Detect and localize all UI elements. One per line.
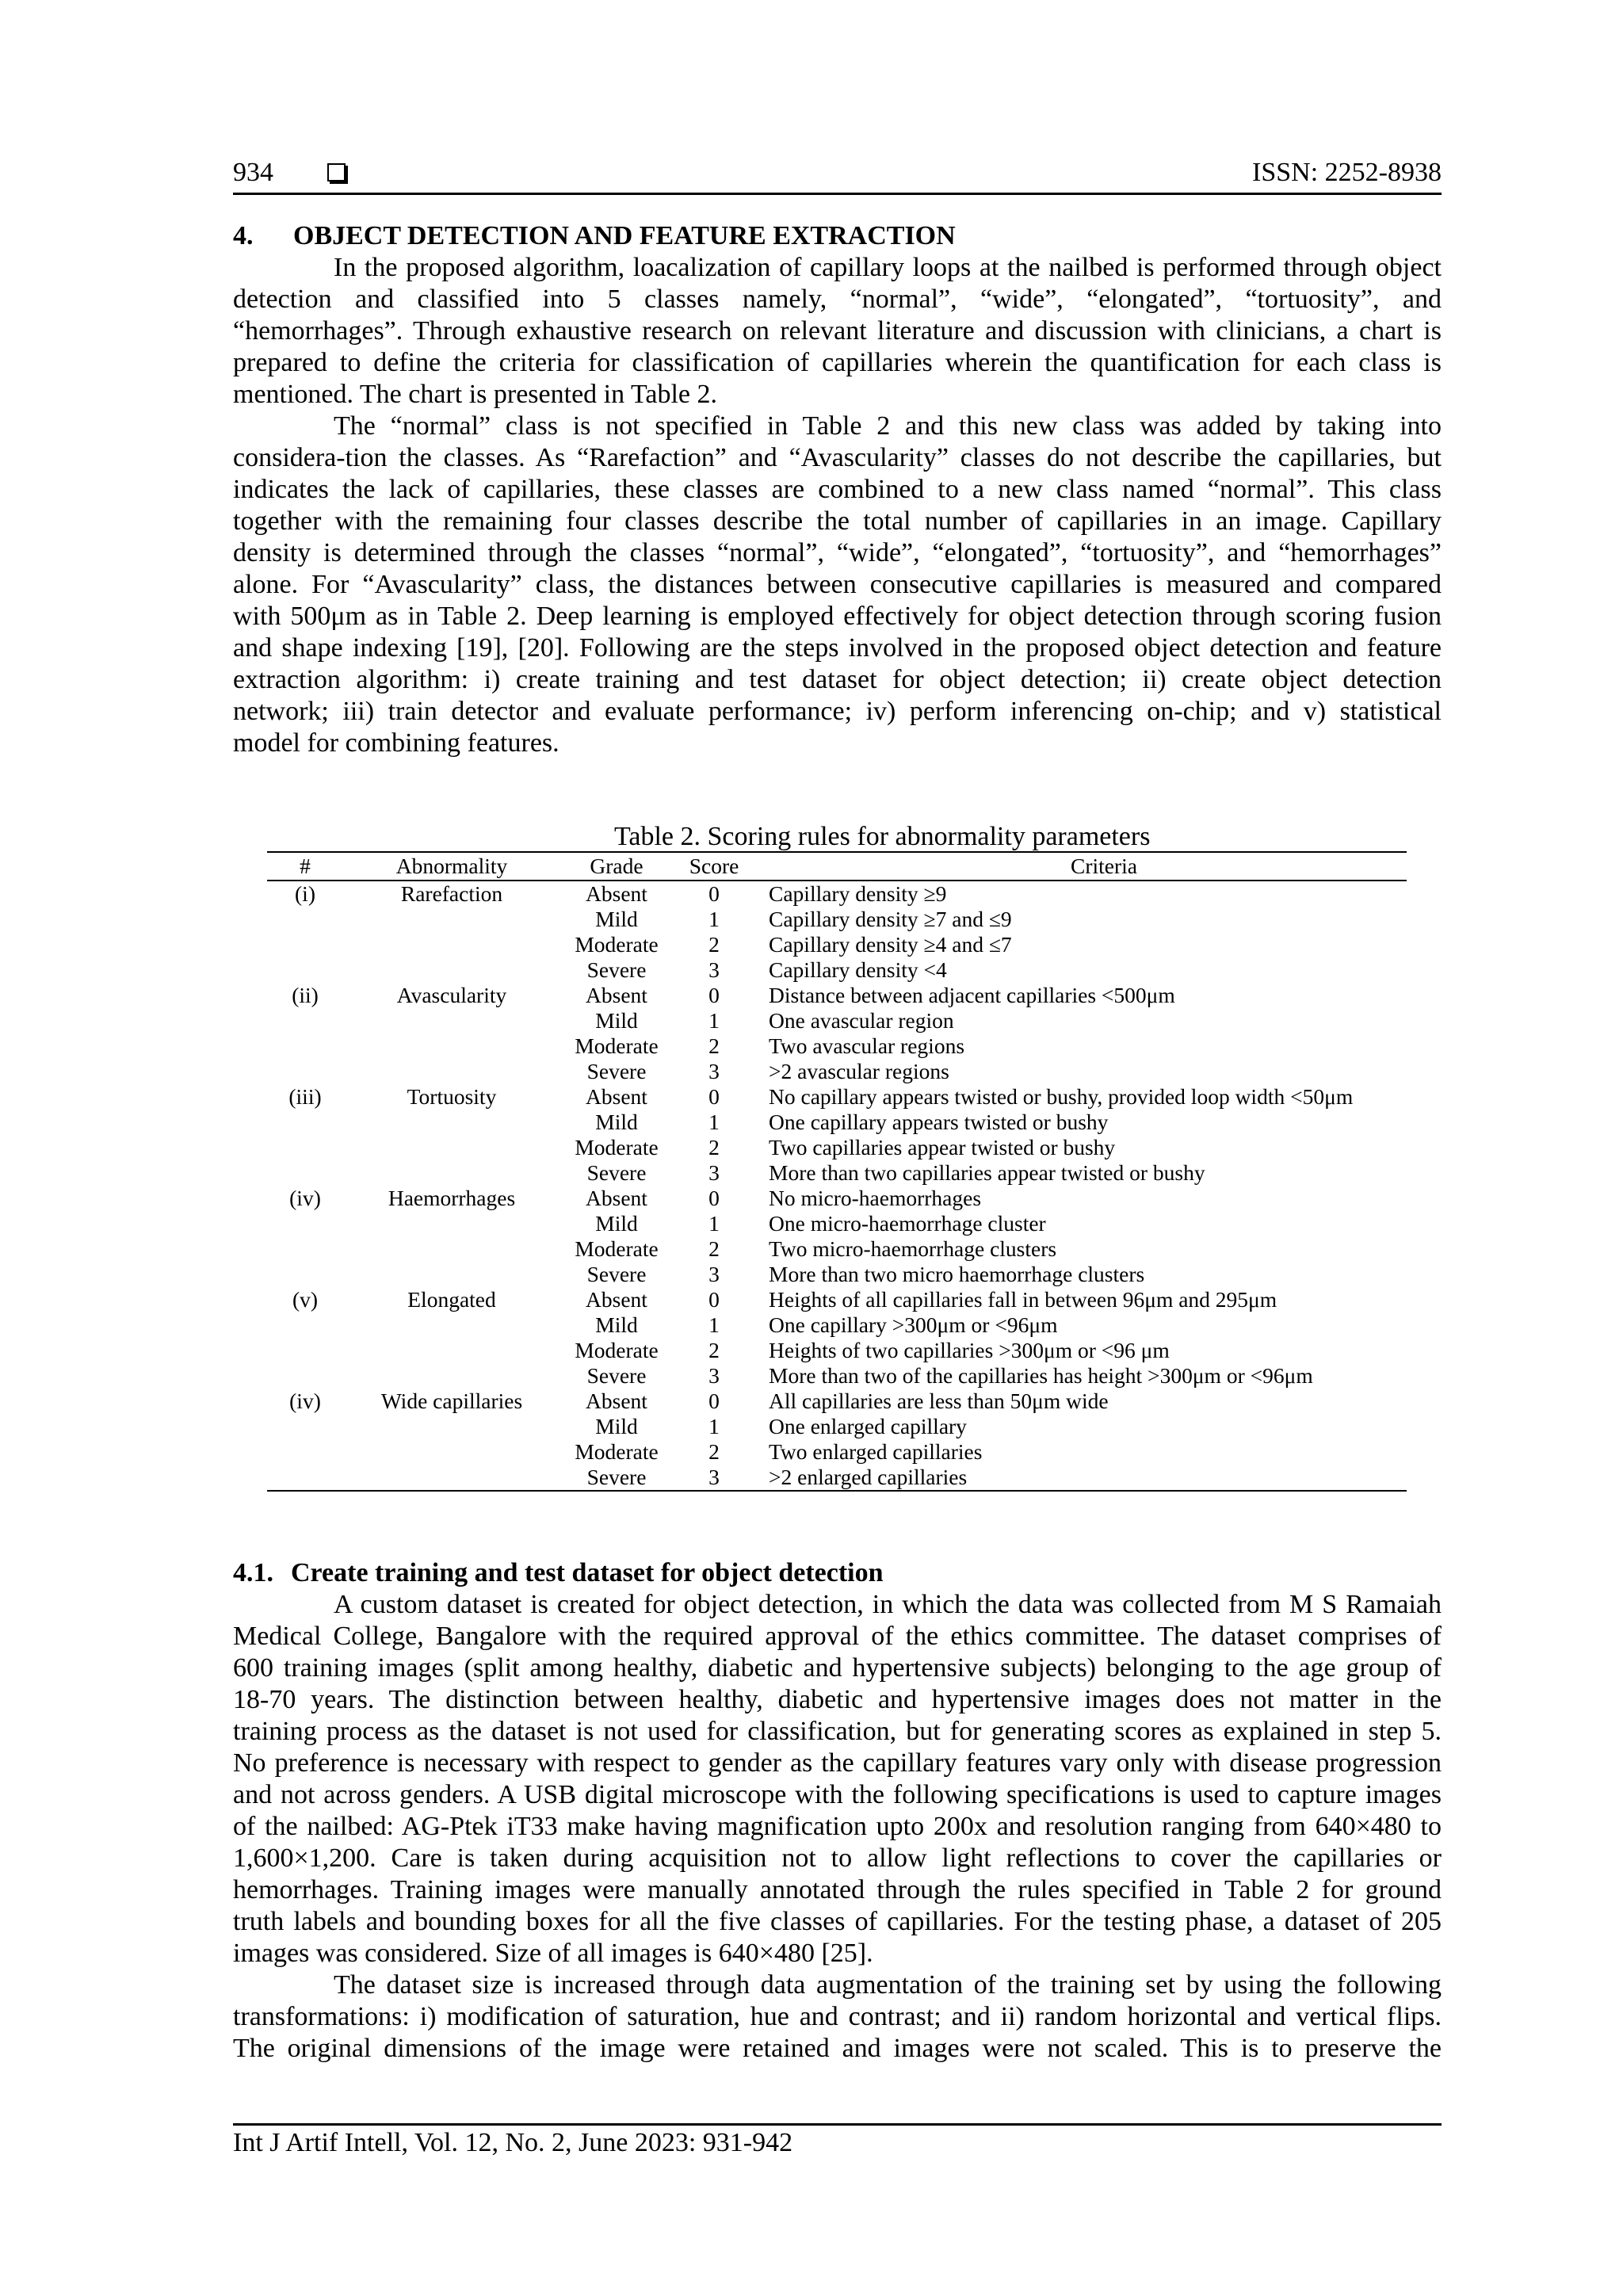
cell-score: 2: [708, 1033, 720, 1058]
cell-criteria: One capillary >300μm or <96μm: [769, 1312, 1058, 1337]
cell-grade: Severe: [586, 1363, 647, 1388]
table-row: [267, 1312, 1407, 1338]
header-rule: [233, 193, 1442, 195]
cell-criteria: More than two micro haemorrhage clusters: [769, 1262, 1145, 1286]
cell-id: [267, 1135, 343, 1160]
cell-grade: Mild: [595, 1211, 638, 1236]
column-header-grade: Grade: [590, 854, 643, 878]
cell-abnormality: [343, 1236, 560, 1262]
text-line: No preference is necessary with respect to gender as the capillary features vary only with disease progression: [233, 1748, 1442, 1778]
cell-criteria: Two capillaries appear twisted or bushy: [769, 1135, 1116, 1159]
text-line: 18-70 years. The distinction between healthy, diabetic and hypertensive images does not matter in the: [233, 1685, 1442, 1714]
column-header-score: Score: [689, 854, 739, 878]
cell-score: 3: [708, 1465, 720, 1489]
cell-criteria: Two enlarged capillaries: [769, 1439, 983, 1464]
cell-abnormality: [343, 1363, 560, 1389]
cell-grade: Moderate: [575, 1135, 659, 1159]
cell-criteria: One avascular region: [769, 1008, 954, 1033]
cell-abnormality: Wide capillaries: [380, 1389, 523, 1413]
cell-score: 3: [708, 1262, 720, 1286]
cell-criteria: One micro-haemorrhage cluster: [769, 1211, 1046, 1236]
cell-id: [267, 1211, 343, 1236]
cell-abnormality: [343, 1414, 560, 1439]
cell-criteria: >2 enlarged capillaries: [769, 1465, 968, 1489]
table-row: [267, 1186, 1407, 1211]
text-line: extraction algorithm: i) create training and test dataset for object detection; ii) create object detection: [233, 665, 1442, 694]
cell-score: 2: [708, 1439, 720, 1464]
cell-score: 0: [708, 881, 720, 906]
paragraph: [233, 1969, 1442, 2065]
cell-grade: Moderate: [575, 1033, 659, 1058]
cell-score: 0: [708, 1287, 720, 1312]
text-line: detection and classified into 5 classes namely, “normal”, “wide”, “elongated”, “tortuosity”, and: [233, 285, 1442, 314]
cell-score: 2: [708, 1236, 720, 1261]
table-row: [267, 1033, 1407, 1059]
cell-abnormality: [343, 1262, 560, 1287]
cell-abnormality: Haemorrhages: [388, 1186, 516, 1210]
cell-grade: Absent: [586, 1389, 647, 1413]
cell-score: 1: [708, 1008, 720, 1033]
cell-score: 0: [708, 1389, 720, 1413]
cell-score: 1: [708, 1414, 720, 1438]
cell-grade: Mild: [595, 1110, 638, 1134]
cell-abnormality: [343, 1465, 560, 1490]
section-heading: [233, 220, 1442, 252]
table-row: [267, 932, 1407, 957]
cell-id: (ii): [292, 983, 319, 1007]
footer-rule: [233, 2123, 1442, 2126]
cell-abnormality: Tortuosity: [407, 1084, 497, 1109]
section-title: OBJECT DETECTION AND FEATURE EXTRACTION: [293, 221, 956, 250]
section-number: 4.: [233, 221, 254, 250]
cell-criteria: Heights of all capillaries fall in between 96μm and 295μm: [769, 1287, 1277, 1312]
cell-grade: Severe: [586, 957, 647, 982]
cell-id: [267, 1059, 343, 1084]
cell-criteria: One enlarged capillary: [769, 1414, 967, 1438]
cell-grade: Mild: [595, 907, 638, 931]
text-line: of the nailbed: AG-Ptek iT33 make having magnification upto 200x and resolution ranging from 640×480 to: [233, 1812, 1442, 1841]
cell-grade: Moderate: [575, 1236, 659, 1261]
cell-grade: Severe: [586, 1465, 647, 1489]
table-row: [267, 1211, 1407, 1236]
cell-score: 3: [708, 1160, 720, 1185]
cell-grade: Mild: [595, 1008, 638, 1033]
cell-grade: Moderate: [575, 1338, 659, 1362]
text-line: Medical College, Bangalore with the required approval of the ethics committee. The dataset comprises of: [233, 1622, 1442, 1651]
text-line: and shape indexing [19], [20]. Following are the steps involved in the proposed object detection and feature: [233, 633, 1442, 663]
cell-abnormality: [343, 1160, 560, 1186]
cell-criteria: Capillary density <4: [769, 957, 947, 982]
cell-abnormality: Elongated: [407, 1287, 496, 1312]
cell-id: [267, 1363, 343, 1389]
cell-grade: Absent: [586, 1186, 647, 1210]
table-row: [267, 957, 1407, 983]
text-line: hemorrhages. Training images were manually annotated through the rules specified in Table 2 for ground: [233, 1875, 1442, 1904]
text-line: “hemorrhages”. Through exhaustive research on relevant literature and discussion with clinicians, a chart is: [233, 316, 1442, 346]
footer-citation: Int J Artif Intell, Vol. 12, No. 2, June 2023: 931-942: [233, 2128, 793, 2157]
text-line: The original dimensions of the image were retained and images were not scaled. This is to preserve the: [233, 2034, 1442, 2063]
text-line: training process as the dataset is not used for classification, but for generating scores as explained in step 5.: [233, 1717, 1442, 1746]
table-row: [267, 1338, 1407, 1363]
cell-score: 2: [708, 1135, 720, 1159]
text-line: indicates the lack of capillaries, these classes are combined to a new class named “normal”. This class: [233, 475, 1442, 504]
text-line: with 500μm as in Table 2. Deep learning is employed effectively for object detection through scoring fusion: [233, 602, 1442, 631]
cell-criteria: Heights of two capillaries >300μm or <96 μm: [769, 1338, 1170, 1362]
cell-score: 2: [708, 1338, 720, 1362]
text-line: alone. For “Avascularity” class, the distances between consecutive capillaries is measured and compared: [233, 570, 1442, 599]
cell-id: [267, 1312, 343, 1338]
running-header: [233, 157, 1442, 189]
cell-abnormality: [343, 1033, 560, 1059]
table-row: [267, 1110, 1407, 1135]
cell-score: 0: [708, 983, 720, 1007]
cell-grade: Severe: [586, 1059, 647, 1083]
cell-grade: Moderate: [575, 1439, 659, 1464]
cell-abnormality: [343, 1135, 560, 1160]
cell-score: 3: [708, 1363, 720, 1388]
text-line: together with the remaining four classes describe the total number of capillaries in an image. Capillary: [233, 506, 1442, 536]
cell-criteria: All capillaries are less than 50μm wide: [769, 1389, 1109, 1413]
table-row: [267, 1084, 1407, 1110]
cell-abnormality: [343, 1338, 560, 1363]
cell-score: 1: [708, 907, 720, 931]
cell-criteria: Two micro-haemorrhage clusters: [769, 1236, 1057, 1261]
text-line: A custom dataset is created for object detection, in which the data was collected from M S Ramaiah: [334, 1590, 1442, 1619]
text-line: network; iii) train detector and evaluate performance; iv) perform inferencing on-chip; and v) statistical: [233, 697, 1442, 726]
text-line: considera-tion the classes. As “Rarefaction” and “Avascularity” classes do not describe the capillaries, but: [233, 443, 1442, 472]
cell-grade: Absent: [586, 983, 647, 1007]
text-line: In the proposed algorithm, loacalization of capillary loops at the nailbed is performed through object: [334, 253, 1442, 282]
text-line: truth labels and bounding boxes for all the five classes of capillaries. For the testing phase, a dataset of 205: [233, 1907, 1442, 1936]
cell-criteria: Capillary density ≥9: [769, 881, 947, 906]
text-line: images was considered. Size of all images is 640×480 [25].: [233, 1939, 873, 1968]
cell-grade: Absent: [586, 881, 647, 906]
cell-score: 3: [708, 957, 720, 982]
cell-id: [267, 957, 343, 983]
cell-id: (iv): [289, 1186, 321, 1210]
cell-score: 3: [708, 1059, 720, 1083]
cell-criteria: Capillary density ≥7 and ≤9: [769, 907, 1012, 931]
cell-id: [267, 932, 343, 957]
cell-abnormality: [343, 1059, 560, 1084]
table-row: [267, 1389, 1407, 1414]
table-header-rule: [267, 880, 1407, 881]
subsection-number: 4.1.: [233, 1558, 273, 1587]
scoring-rules-table: [267, 853, 1407, 1490]
cell-abnormality: [343, 1008, 560, 1033]
paragraph: [233, 1589, 1442, 1969]
cell-abnormality: [343, 932, 560, 957]
table-row: [267, 1465, 1407, 1490]
cell-id: (i): [295, 881, 315, 906]
cell-score: 1: [708, 1211, 720, 1236]
text-line: The “normal” class is not specified in Table 2 and this new class was added by taking into: [334, 411, 1442, 441]
cell-abnormality: [343, 1110, 560, 1135]
table-row: [267, 1236, 1407, 1262]
text-line: 1,600×1,200. Care is taken during acquisition not to allow light reflections to cover the capillaries or: [233, 1843, 1442, 1873]
cell-grade: Absent: [586, 1084, 647, 1109]
column-header-abnormality: Abnormality: [395, 854, 508, 878]
cell-score: 0: [708, 1084, 720, 1109]
cell-id: [267, 1160, 343, 1186]
cell-id: [267, 1236, 343, 1262]
text-line: model for combining features.: [233, 728, 559, 758]
cell-grade: Moderate: [575, 932, 659, 957]
table-row: [267, 1287, 1407, 1312]
subsection-body: [233, 1589, 1442, 2065]
table-row: [267, 1008, 1407, 1033]
cell-id: (iv): [289, 1389, 321, 1413]
cell-criteria: One capillary appears twisted or bushy: [769, 1110, 1109, 1134]
table-caption: Table 2. Scoring rules for abnormality parameters: [614, 822, 1151, 851]
cell-grade: Absent: [586, 1287, 647, 1312]
paragraph: [233, 252, 1442, 411]
cell-criteria: Two avascular regions: [769, 1033, 965, 1058]
cell-id: [267, 1439, 343, 1465]
table-row: [267, 1439, 1407, 1465]
table-row: [267, 907, 1407, 932]
table-header: [267, 853, 1407, 881]
cell-criteria: Distance between adjacent capillaries <500μm: [769, 983, 1175, 1007]
text-line: transformations: i) modification of saturation, hue and contrast; and ii) random horizontal and vertical flips.: [233, 2002, 1442, 2031]
cell-criteria: No micro-haemorrhages: [769, 1186, 982, 1210]
cell-id: [267, 1008, 343, 1033]
text-line: and not across genders. A USB digital microscope with the following specifications is used to capture images: [233, 1780, 1442, 1809]
column-header-criteria: Criteria: [1071, 854, 1137, 878]
table-body: [267, 881, 1407, 1490]
cell-abnormality: [343, 1312, 560, 1338]
cell-grade: Severe: [586, 1262, 647, 1286]
cell-grade: Mild: [595, 1312, 638, 1337]
cell-id: [267, 1033, 343, 1059]
cell-criteria: More than two of the capillaries has height >300μm or <96μm: [769, 1363, 1313, 1388]
cell-score: 1: [708, 1110, 720, 1134]
cell-id: [267, 907, 343, 932]
cell-abnormality: [343, 957, 560, 983]
shadowed-square-icon: [327, 163, 346, 181]
cell-id: [267, 1338, 343, 1363]
text-line: prepared to define the criteria for classification of capillaries wherein the quantification for each class is: [233, 348, 1442, 377]
table-row: [267, 1160, 1407, 1186]
text-line: 600 training images (split among healthy, diabetic and hypertensive subjects) belonging to the age group of: [233, 1653, 1442, 1683]
paragraph: [233, 411, 1442, 759]
cell-id: [267, 1262, 343, 1287]
text-line: The dataset size is increased through data augmentation of the training set by using the following: [334, 1970, 1442, 2000]
subsection-title: Create training and test dataset for object detection: [291, 1558, 884, 1587]
cell-id: [267, 1414, 343, 1439]
table-row: [267, 1262, 1407, 1287]
cell-abnormality: [343, 1211, 560, 1236]
cell-abnormality: Avascularity: [396, 983, 507, 1007]
page-number: 934: [233, 158, 273, 187]
cell-grade: Mild: [595, 1414, 638, 1438]
cell-abnormality: Rarefaction: [400, 881, 503, 906]
cell-criteria: No capillary appears twisted or bushy, provided loop width <50μm: [769, 1084, 1354, 1109]
table-row: [267, 1414, 1407, 1439]
cell-abnormality: [343, 1439, 560, 1465]
cell-score: 2: [708, 932, 720, 957]
cell-criteria: More than two capillaries appear twisted or bushy: [769, 1160, 1205, 1185]
table-bottom-rule: [267, 1490, 1407, 1492]
text-line: density is determined through the classes “normal”, “wide”, “elongated”, “tortuosity”, and “hemorrhages”: [233, 538, 1442, 567]
table-row: [267, 881, 1407, 907]
table-row: [267, 1059, 1407, 1084]
column-header-id: #: [300, 854, 311, 878]
cell-id: [267, 1110, 343, 1135]
cell-grade: Severe: [586, 1160, 647, 1185]
table-row: [267, 1363, 1407, 1389]
cell-abnormality: [343, 907, 560, 932]
subsection-heading: [233, 1557, 1442, 1589]
text-line: mentioned. The chart is presented in Table 2.: [233, 380, 718, 409]
table-row: [267, 1135, 1407, 1160]
cell-criteria: Capillary density ≥4 and ≤7: [769, 932, 1012, 957]
section-4: [233, 220, 1442, 759]
table-row: [267, 983, 1407, 1008]
cell-criteria: >2 avascular regions: [769, 1059, 949, 1083]
cell-score: 0: [708, 1186, 720, 1210]
cell-id: [267, 1465, 343, 1490]
issn: ISSN: 2252-8938: [1252, 158, 1442, 187]
section-4-1: [233, 1557, 1442, 2065]
cell-id: (iii): [288, 1084, 322, 1109]
section-body: [233, 252, 1442, 759]
cell-score: 1: [708, 1312, 720, 1337]
table-header-row: [267, 853, 1407, 881]
cell-id: (v): [292, 1287, 319, 1312]
